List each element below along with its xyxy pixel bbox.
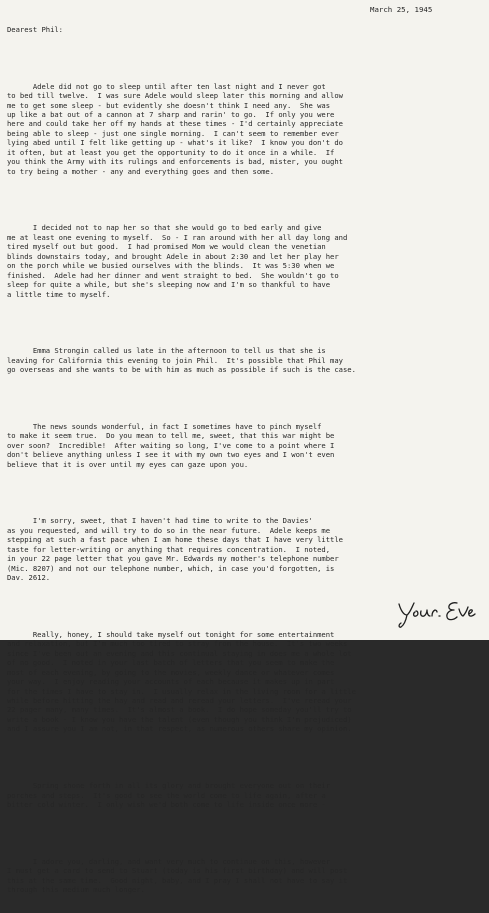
paragraph-1: Adele did not go to sleep until after ten last night and I never got to bed till twelve. I was sure Adele would sleep later this morning and allow me to get some sleep - but evidently she doesn't think I need any. She was up like a bat out of a cannon at 7 sharp and rarin' to go. If only you were here and could take her off my hands at these times - I'd certainly appreciate being able to sleep - just one single morning. I can't seem to remember ever lying abed until I felt like getting up - what's it like? I know you don't do it often, but at least you get the opportunity to do it once in a while. If you think the Army with its rulings and enforcements is bad, mister, you ought to try being a mother - any and everything goes and then some.: [7, 81, 343, 176]
paragraph-gap: [7, 318, 479, 327]
signature-drawing: [395, 595, 477, 631]
paragraph-gap: [7, 195, 479, 204]
paragraph-gap: [7, 394, 479, 403]
paragraph-4: The news sounds wonderful, in fact I sometimes have to pinch myself to make it seem true. Do you mean to tell me, sweet, that this war might be over soon? Incredible! After waiting so long, I've come to a point where I don't believe anything unless I see it with my own two eyes and I won't even believe that it is over until my eyes can gaze upon you.: [7, 421, 335, 469]
paragraph-6: Really, honey, I should take myself out tonight for some entertainment and relaxation, but I'm much too tired to stray from the house. It's two weeks since I've been out an evening and this continual staying in does me a whole lot of no good. I noted in your last batch of letters that you seem to make the most of each evening, by going to the movies, weekly dance or whatever comes your way. I enjoy reading your accounts of each because it makes up in part for the times I have to stay in. I usually relax in the living room for a little while before hitting the hay and read and reread your letters. I've reread your 22 pager many, many times. It's almost a book. I do hope someday you'll try to write a book - I know you have the talent (even though you think I'm prejudiced) and I assure you I am not, in that respect, as numerous others share my opinion.: [7, 629, 356, 734]
paragraph-8: I adore you, darling, and want very much to continue on this, however I must get a card to send to Stuart (today is his first birthday) and will post this at the same time. Good night, baby, and I pray I shall not have to say it through this medium much longer.: [7, 856, 348, 895]
letter-date: March 25, 1945: [370, 5, 433, 14]
salutation: Dearest Phil:: [7, 24, 63, 34]
letter-body: [7, 6, 479, 913]
paragraph-gap: [7, 488, 479, 497]
paragraph-gap: [7, 828, 479, 837]
paragraph-7: Spring shone forth in all its glory and brought everyone out on their porches and steps. It's good to see the world come to life again, after a bitter cold winter. I only wish we'd both come to life inside once more -: [7, 781, 331, 809]
paragraph-gap: [7, 53, 479, 62]
paragraph-gap: [7, 753, 479, 762]
paragraph-2: I decided not to nap her so that she would go to bed early and give me at least one evening to myself. So - I ran around with her all day long and tired myself out but good. I had promised Mom we would clean the venetian blinds downstairs today, and brought Adele in about 2:30 and let her play her on the porch while we busied ourselves with the blinds. It was 5:30 when we finished. Adele had her dinner and went straight to bed. She wouldn't go to sleep for quite a while, but she's sleeping now and I'm so thankful to have a little time to myself.: [7, 223, 348, 299]
paragraph-3: Emma Strongin called us late in the afternoon to tell us that she is leaving for California this evening to join Phil. It's possible that Phil may go overseas and she wants to be with him as much as possible if such is the case.: [7, 346, 356, 375]
paragraph-5: I'm sorry, sweet, that I haven't had time to write to the Davies' as you requested, and will try to do so in the near future. Adele keeps me stepping at such a fast pace when I am home these days that I have very little taste for letter-writing or anything that requires concentration. I noted, in your 22 page letter that you gave Mr. Edwards my mother's telephone number (Mic. 8207) and not our telephone number, which, in case you'd forgotten, is Dav. 2612.: [7, 516, 343, 583]
handwritten-signature: [395, 595, 477, 631]
